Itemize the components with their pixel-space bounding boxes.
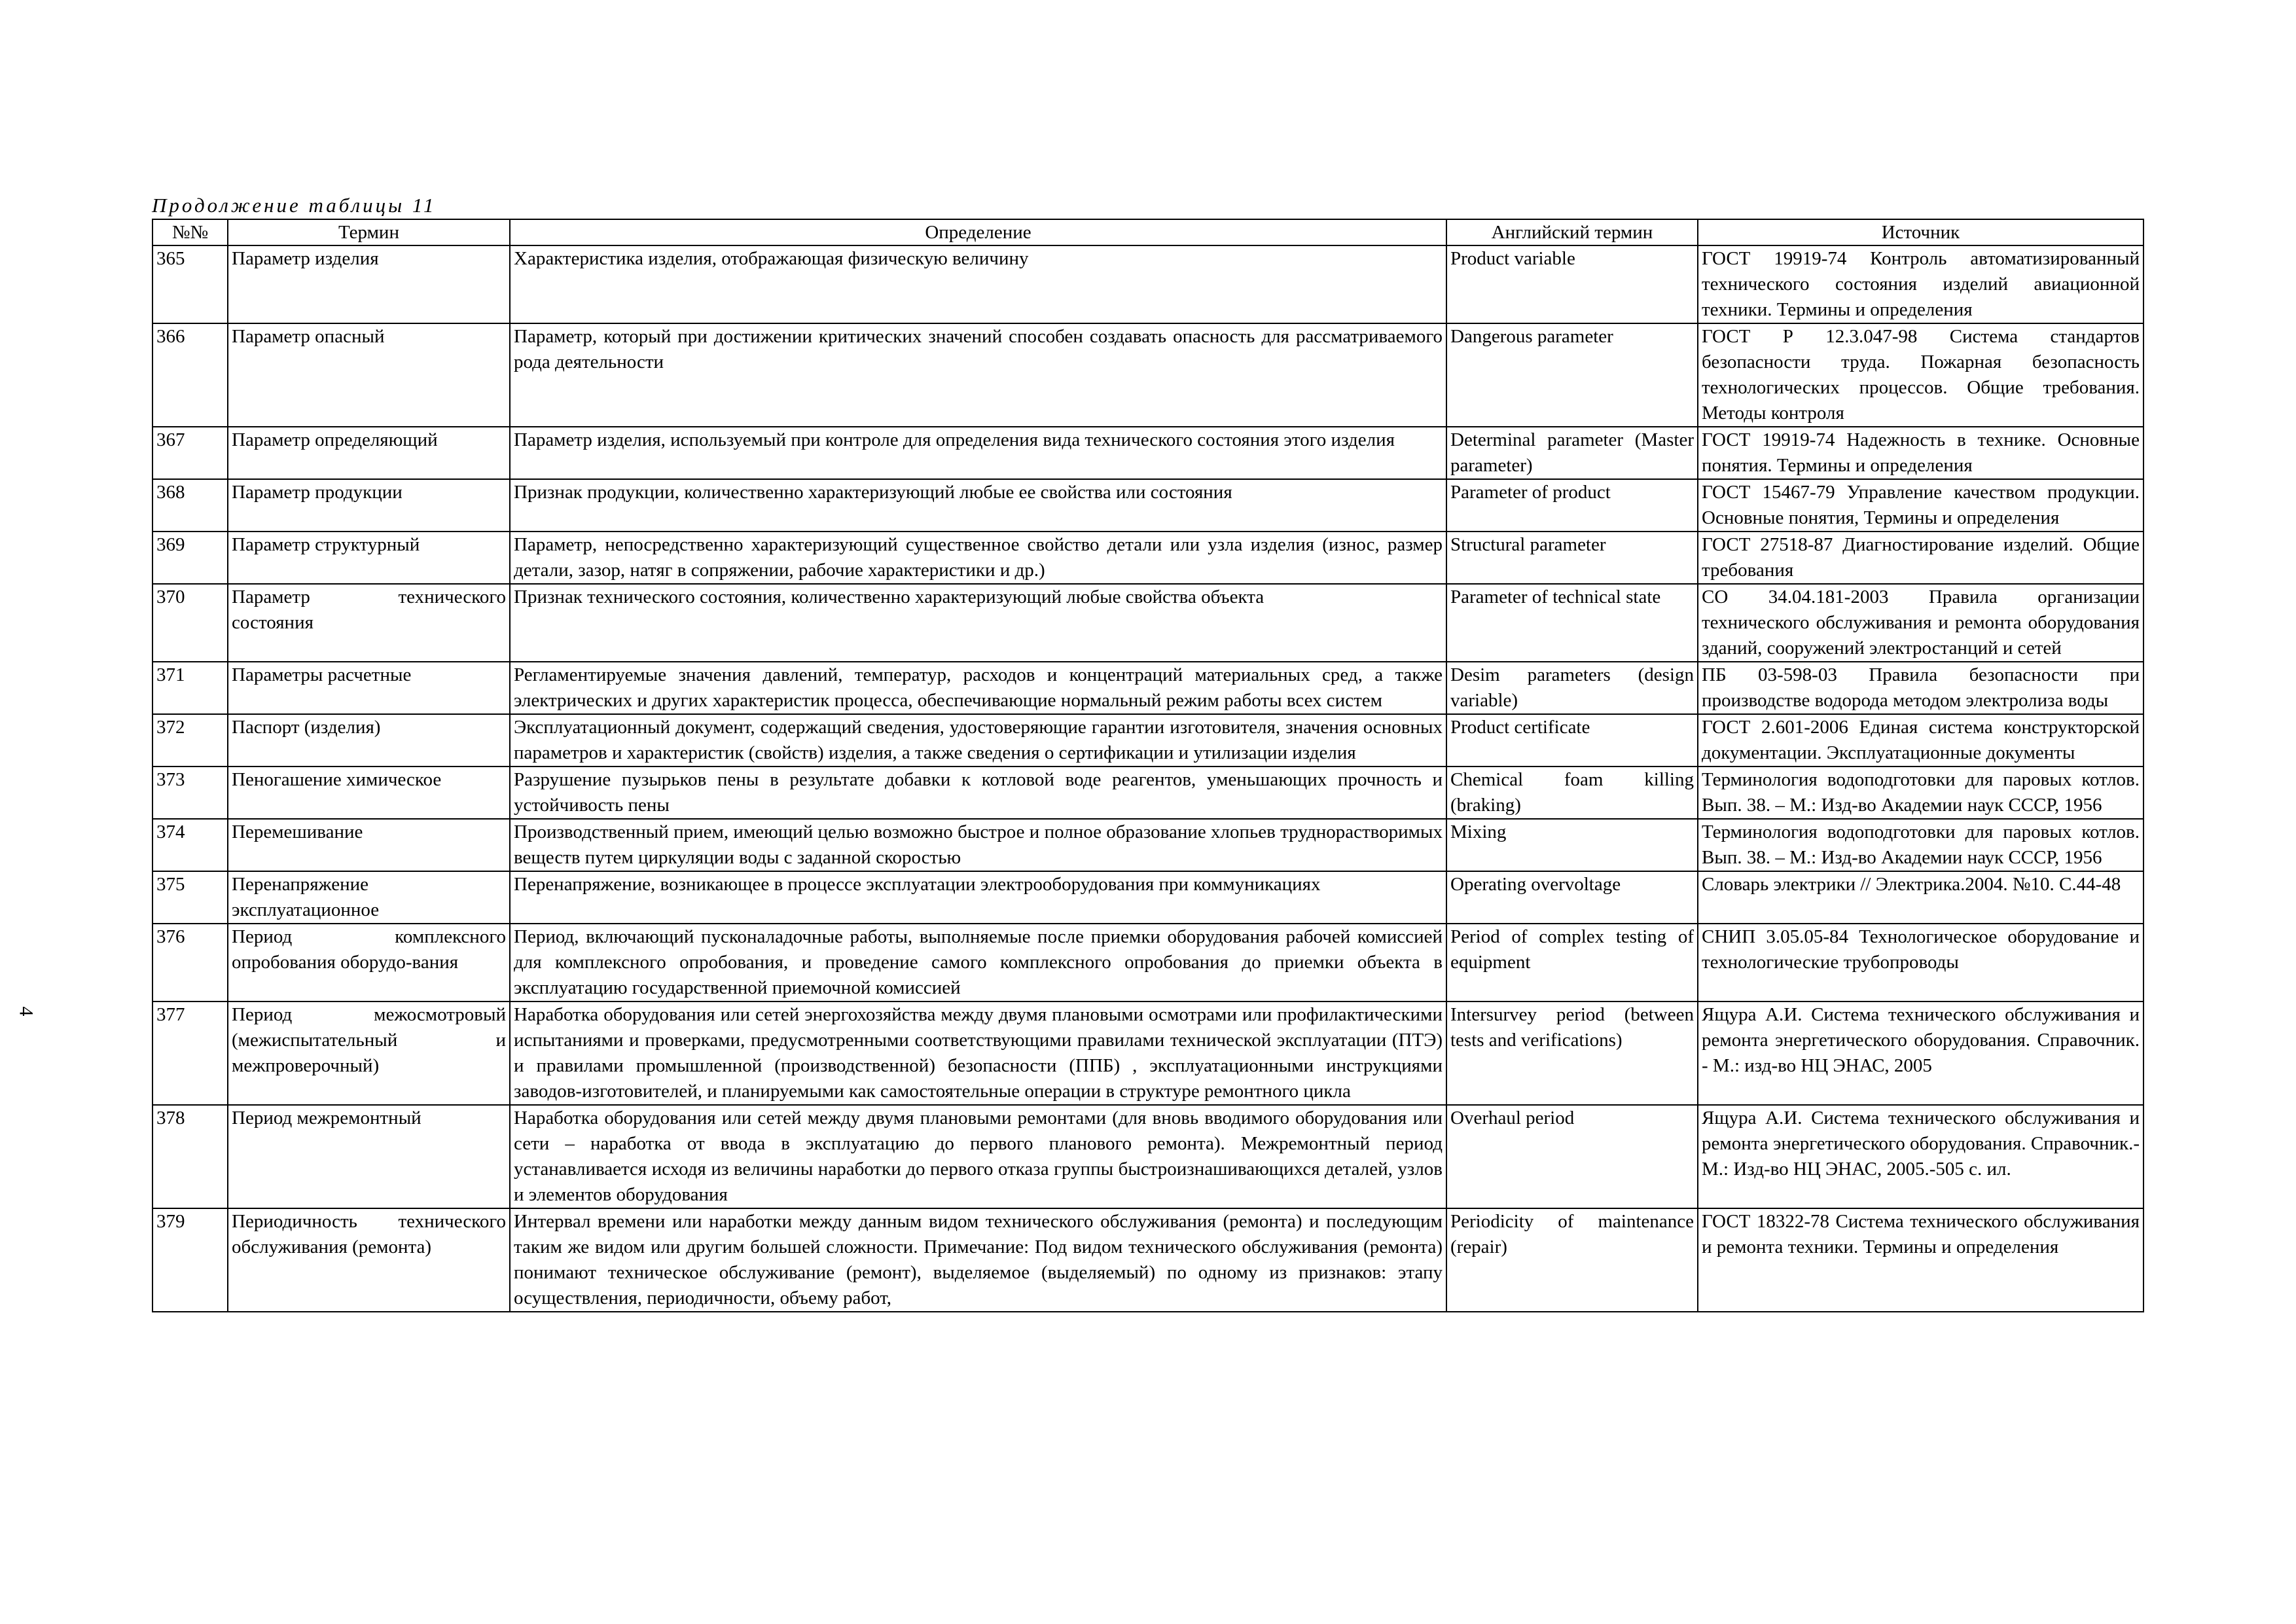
cell-num: 373 — [152, 767, 228, 819]
cell-source: ГОСТ 2.601-2006 Единая система конструкторской документации. Эксплуатационные документы — [1698, 714, 2144, 767]
cell-definition: Наработка оборудования или сетей между двумя плановыми ремонтами (для вновь вводимого оборудования или сети – наработка от ввода в эксплуатацию до первого планового ремонта). Межремонтный период устанавливается исходя из величины наработки до первого отказа группы быстроизнашивающихся деталей, узлов и элементов оборудования — [510, 1105, 1446, 1208]
cell-num: 376 — [152, 924, 228, 1001]
cell-english: Dangerous parameter — [1446, 323, 1698, 427]
cell-english: Desim parameters (design variable) — [1446, 662, 1698, 714]
cell-definition: Период, включающий пусконаладочные работы, выполняемые после приемки оборудования рабочей комиссией для комплексного опробования, и проведение самого комплексного опробования до приемки объекта в эксплуатацию государственной приемочной комиссией — [510, 924, 1446, 1001]
table-row — [152, 479, 2144, 532]
cell-english: Periodicity of maintenance (repair) — [1446, 1208, 1698, 1312]
cell-term: Параметр структурный — [228, 532, 510, 584]
cell-term: Период межосмотровый (межиспытательный и межпроверочный) — [228, 1001, 510, 1105]
cell-num: 366 — [152, 323, 228, 427]
cell-definition: Эксплуатационный документ, содержащий сведения, удостоверяющие гарантии изготовителя, значения основных параметров и характеристик (свойств) изделия, а также сведения о сертификации и утилизации изделия — [510, 714, 1446, 767]
cell-definition: Характеристика изделия, отображающая физическую величину — [510, 245, 1446, 323]
cell-source: ГОСТ 19919-74 Надежность в технике. Основные понятия. Термины и определения — [1698, 427, 2144, 479]
cell-definition: Признак продукции, количественно характеризующий любые ее свойства или состояния — [510, 479, 1446, 532]
cell-term: Параметр опасный — [228, 323, 510, 427]
table-row — [152, 662, 2144, 714]
cell-num: 375 — [152, 871, 228, 924]
cell-source: Терминология водоподготовки для паровых котлов. Вып. 38. – М.: Изд-во Академии наук СССР, 1956 — [1698, 819, 2144, 871]
cell-term: Период межремонтный — [228, 1105, 510, 1208]
cell-english: Determinal parameter (Master parameter) — [1446, 427, 1698, 479]
table-row — [152, 1208, 2144, 1312]
table-row — [152, 819, 2144, 871]
cell-source: ГОСТ 15467-79 Управление качеством продукции. Основные понятия, Термины и определения — [1698, 479, 2144, 532]
cell-english: Intersurvey period (between tests and verifications) — [1446, 1001, 1698, 1105]
table-row — [152, 532, 2144, 584]
cell-num: 369 — [152, 532, 228, 584]
cell-definition: Наработка оборудования или сетей энергохозяйства между двумя плановыми осмотрами или профилактическими испытаниями и проверками, предусмотренными соответствующими правилами технической эксплуатации (ПТЭ) и правилами промышленной (производственной) безопасности (ППБ) , эксплуатационными инструкциями заводов-изготовителей, и планируемыми как самостоятельные операции в структуре ремонтного цикла — [510, 1001, 1446, 1105]
cell-source: Словарь электрики // Электрика.2004. №10. С.44-48 — [1698, 871, 2144, 924]
table-row — [152, 924, 2144, 1001]
cell-definition: Разрушение пузырьков пены в результате добавки к котловой воде реагентов, уменьшающих прочность и устойчивость пены — [510, 767, 1446, 819]
table-header-row — [152, 219, 2144, 245]
header-english: Английский термин — [1446, 219, 1698, 245]
cell-term: Перенапряжение эксплуатационное — [228, 871, 510, 924]
cell-source: СО 34.04.181-2003 Правила организации технического обслуживания и ремонта оборудования зданий, сооружений электростанций и сетей — [1698, 584, 2144, 662]
cell-english: Overhaul period — [1446, 1105, 1698, 1208]
cell-english: Period of complex testing of equipment — [1446, 924, 1698, 1001]
cell-num: 378 — [152, 1105, 228, 1208]
cell-term: Паспорт (изделия) — [228, 714, 510, 767]
cell-num: 368 — [152, 479, 228, 532]
header-source: Источник — [1698, 219, 2144, 245]
cell-source: ГОСТ 27518-87 Диагностирование изделий. Общие требования — [1698, 532, 2144, 584]
table-row — [152, 427, 2144, 479]
cell-english: Structural parameter — [1446, 532, 1698, 584]
header-num: №№ — [152, 219, 228, 245]
header-definition: Определение — [510, 219, 1446, 245]
cell-term: Параметр изделия — [228, 245, 510, 323]
table-row — [152, 714, 2144, 767]
cell-definition: Перенапряжение, возникающее в процессе эксплуатации электрооборудования при коммуникациях — [510, 871, 1446, 924]
cell-english: Product certificate — [1446, 714, 1698, 767]
cell-num: 374 — [152, 819, 228, 871]
cell-english: Parameter of product — [1446, 479, 1698, 532]
cell-num: 372 — [152, 714, 228, 767]
cell-definition: Параметр, который при достижении критических значений способен создавать опасность для рассматриваемого рода деятельности — [510, 323, 1446, 427]
cell-term: Период комплексного опробования оборудо-вания — [228, 924, 510, 1001]
table-body — [152, 245, 2144, 1312]
cell-num: 370 — [152, 584, 228, 662]
cell-term: Параметр продукции — [228, 479, 510, 532]
cell-term: Перемешивание — [228, 819, 510, 871]
cell-english: Operating overvoltage — [1446, 871, 1698, 924]
cell-english: Product variable — [1446, 245, 1698, 323]
cell-term: Периодичность технического обслуживания (ремонта) — [228, 1208, 510, 1312]
cell-definition: Параметр, непосредственно характеризующий существенное свойство детали или узла изделия (износ, размер детали, зазор, натяг в сопряжении, рабочие характеристики и др.) — [510, 532, 1446, 584]
table-row — [152, 1105, 2144, 1208]
cell-num: 365 — [152, 245, 228, 323]
cell-source: ПБ 03-598-03 Правила безопасности при производстве водорода методом электролиза воды — [1698, 662, 2144, 714]
cell-term: Параметр технического состояния — [228, 584, 510, 662]
table-row — [152, 767, 2144, 819]
cell-num: 379 — [152, 1208, 228, 1312]
cell-num: 367 — [152, 427, 228, 479]
cell-source: ГОСТ 19919-74 Контроль автоматизированный технического состояния изделий авиационной техники. Термины и определения — [1698, 245, 2144, 323]
cell-definition: Производственный прием, имеющий целью возможно быстрое и полное образование хлопьев труднорастворимых веществ путем циркуляции воды с заданной скоростью — [510, 819, 1446, 871]
cell-definition: Интервал времени или наработки между данным видом технического обслуживания (ремонта) и последующим таким же видом или другим большей сложности. Примечание: Под видом технического обслуживания (ремонта) понимают техническое обслуживание (ремонт), выделяемое (выделяемый) по одному из признаков: этапу осуществления, периодичности, объему работ, — [510, 1208, 1446, 1312]
cell-definition: Параметр изделия, используемый при контроле для определения вида технического состояния этого изделия — [510, 427, 1446, 479]
cell-num: 377 — [152, 1001, 228, 1105]
cell-term: Параметры расчетные — [228, 662, 510, 714]
table-caption: Продолжение таблицы 11 — [152, 194, 437, 217]
cell-definition: Признак технического состояния, количественно характеризующий любые свойства объекта — [510, 584, 1446, 662]
table-row — [152, 1001, 2144, 1105]
page-number: 4 — [15, 1006, 37, 1017]
cell-term: Параметр определяющий — [228, 427, 510, 479]
cell-source: Терминология водоподготовки для паровых котлов. Вып. 38. – М.: Изд-во Академии наук СССР, 1956 — [1698, 767, 2144, 819]
cell-source: ГОСТ 18322-78 Система технического обслуживания и ремонта техники. Термины и определения — [1698, 1208, 2144, 1312]
table-row — [152, 245, 2144, 323]
cell-source: Ящура А.И. Система технического обслуживания и ремонта энергетического оборудования. Справочник.-М.: Изд-во НЦ ЭНАС, 2005.-505 с. ил. — [1698, 1105, 2144, 1208]
cell-term: Пеногашение химическое — [228, 767, 510, 819]
table-row — [152, 584, 2144, 662]
cell-source: Ящура А.И. Система технического обслуживания и ремонта энергетического оборудования. Справочник. - М.: изд-во НЦ ЭНАС, 2005 — [1698, 1001, 2144, 1105]
cell-source: СНИП 3.05.05-84 Технологическое оборудование и технологические трубопроводы — [1698, 924, 2144, 1001]
cell-source: ГОСТ Р 12.3.047-98 Система стандартов безопасности труда. Пожарная безопасность технологических процессов. Общие требования. Методы контроля — [1698, 323, 2144, 427]
table-row — [152, 323, 2144, 427]
cell-english: Chemical foam killing (braking) — [1446, 767, 1698, 819]
cell-definition: Регламентируемые значения давлений, температур, расходов и концентраций материальных сред, а также электрических и других характеристик процесса, обеспечивающие нормальный режим работы всех систем — [510, 662, 1446, 714]
table-row — [152, 871, 2144, 924]
cell-english: Mixing — [1446, 819, 1698, 871]
terms-table — [152, 219, 2144, 1312]
header-term: Термин — [228, 219, 510, 245]
cell-num: 371 — [152, 662, 228, 714]
cell-english: Parameter of technical state — [1446, 584, 1698, 662]
